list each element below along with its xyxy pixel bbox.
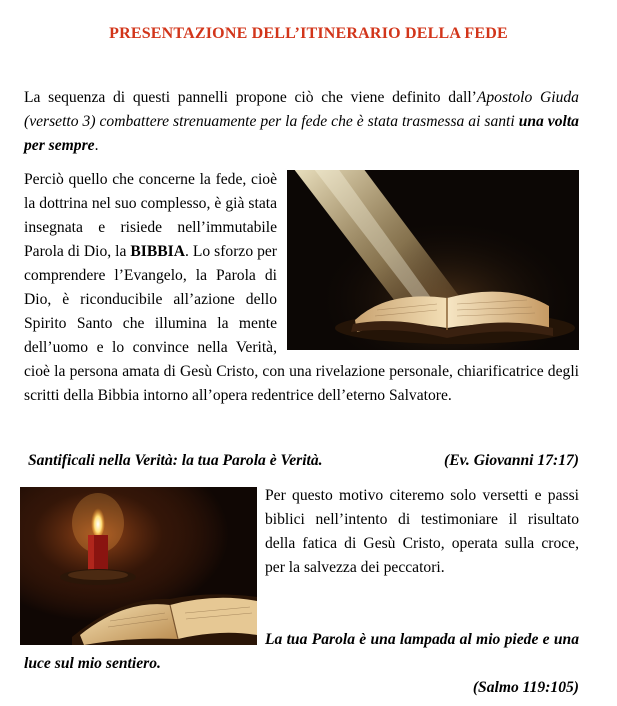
paragraph-intro	[24, 86, 579, 158]
intro-period: .	[94, 137, 99, 154]
intro-text: La sequenza di questi pannelli propone ciò che viene definito dall’	[24, 89, 477, 106]
verse-psalm-reference: (Salmo 119:105)	[472, 679, 579, 696]
verse-psalm-text: La tua Parola è una lampada al mio piede e una luce sul mio sentiero.	[24, 631, 579, 672]
candle-book-illustration	[20, 487, 257, 645]
candle-book-image	[20, 487, 257, 645]
intro-italic-text: Apostolo Giuda (versetto 3) combattere strenuamente per la fede che è stata trasmessa ai santi	[24, 89, 579, 130]
faith-text-end: . Lo sforzo per comprendere l’Evangelo, la Parola di Dio, è riconducibile all’azione dello Spirito Santo che illumina la mente dell’uomo e lo convince nella Verità, cioè la persona amata di Gesù Cristo, con una rivelazione personale, chiarificatrice degli scritti della Bibbia intorno all’opera redentrice dell’eterno Salvatore.	[24, 243, 579, 404]
document-title: PRESENTAZIONE DELL’ITINERARIO DELLA FEDE	[109, 25, 508, 42]
bible-light-image	[287, 170, 579, 350]
verse-john-text: Santificali nella Verità: la tua Parola è Verità.	[28, 452, 323, 469]
intro-emphasis-text: una volta per sempre	[24, 113, 579, 154]
verse-john	[28, 449, 579, 473]
purpose-text: Per questo motivo citeremo solo versetti e passi biblici nell’intento di testimoniare il risultato della fatica di Gesù Cristo, operata sulla croce, per la salvezza dei peccatori.	[265, 487, 579, 576]
paragraph-faith	[24, 168, 579, 408]
faith-text-start: Perciò quello che concerne la fede, cioè la dottrina nel suo complesso, è già stata insegnata e risiede nell’immutabile Parola di Dio, la	[24, 171, 277, 260]
bible-keyword: BIBBIA	[130, 243, 185, 260]
open-bible-illustration	[287, 170, 579, 350]
paragraph-purpose	[24, 484, 579, 700]
verse-john-reference: (Ev. Giovanni 17:17)	[444, 452, 579, 469]
